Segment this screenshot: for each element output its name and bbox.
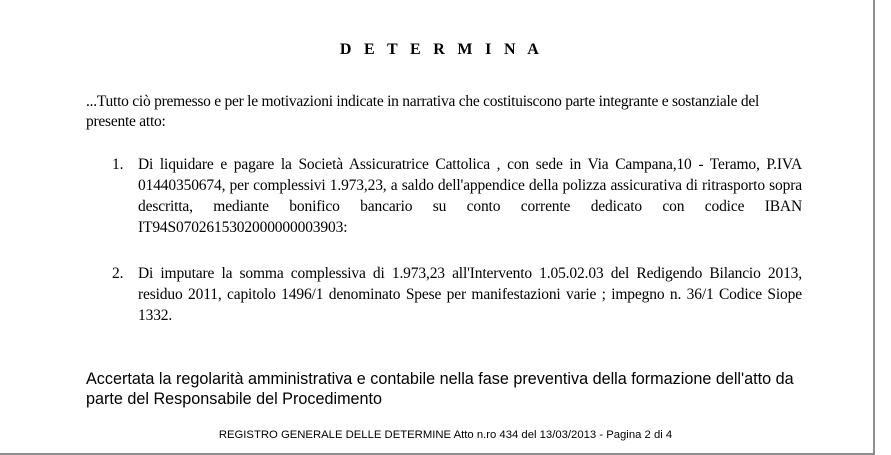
page-right-edge: [873, 0, 875, 455]
list-item: [112, 263, 802, 326]
list-item-number: 2.: [112, 265, 124, 282]
document-title: D E T E R M I N A: [339, 41, 544, 58]
list-item-text: Di liquidare e pagare la Società Assicuratrice Cattolica , con sede in Via Campana,10 - Teramo, P.IVA 01440350674, per complessivi 1.973,23, a saldo dell'appendice della polizza assicurativa di ritrasporto sopra descritta, mediante bonifico bancario su conto corrente dedicato con codice IBAN IT94S0702615302000000003903:: [138, 156, 802, 236]
list-item: [112, 154, 802, 238]
intro-paragraph: ...Tutto ciò premesso e per le motivazioni indicate in narrativa che costituiscono parte integrante e sostanziale del presente atto:: [86, 93, 760, 130]
conclusion-paragraph: Accertata la regolarità amministrativa e contabile nella fase preventiva della formazione dell'atto da parte del Responsabile del Procedimento: [86, 370, 794, 408]
list-item-text: Di imputare la somma complessiva di 1.973,23 all'Intervento 1.05.02.03 del Redigendo Bilancio 2013, residuo 2011, capitolo 1496/1 denominato Spese per manifestazioni varie ; impegno n. 36/1 Codice Siope 1332.: [138, 265, 802, 324]
page-footer: REGISTRO GENERALE DELLE DETERMINE Atto n.ro 434 del 13/03/2013 - Pagina 2 di 4: [218, 429, 673, 441]
list-item-number: 1.: [112, 156, 124, 173]
